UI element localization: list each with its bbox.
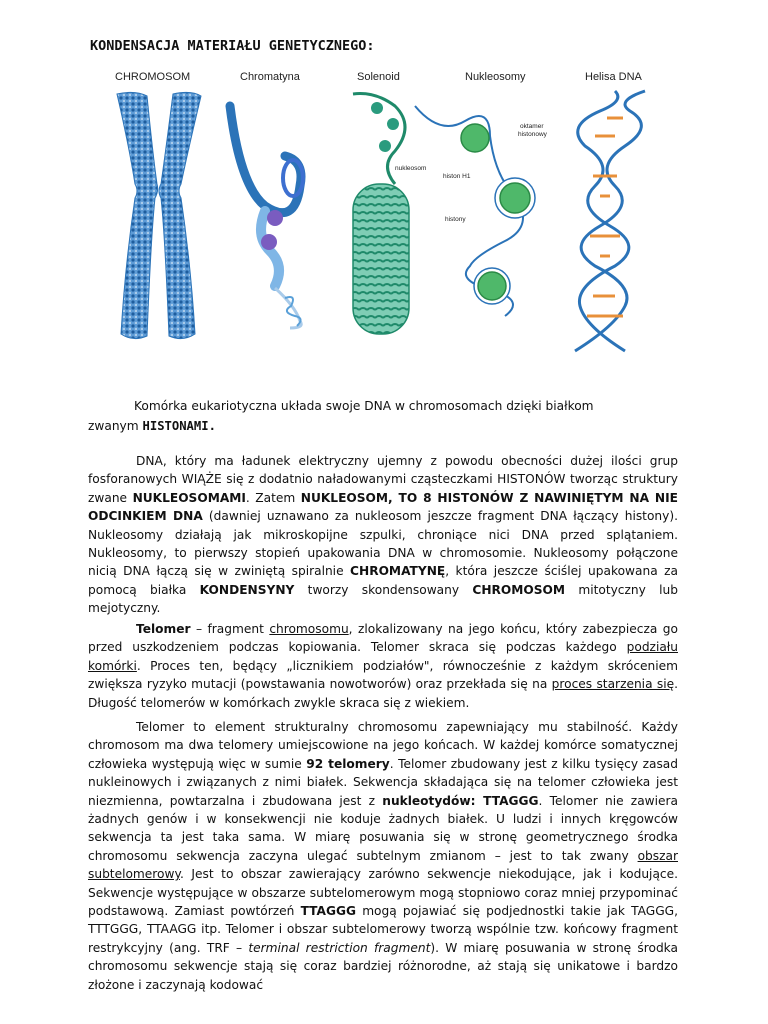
p3-text-6: ). W miarę posuwania w stronę środka chromosomu sekwencje stają się coraz bardziej różnorodne, aż stają się unikatowe i bardzo złożone i zaczynają kodować	[88, 940, 678, 992]
p3-text-2: . Telomer zbudowany jest z kilku tysięcy zasad nukleinowych i związanych z nimi białek. Sekwencja składająca się na telomer człowieka jest niezmienna, powtarzalna i zbudowana jest z	[88, 756, 679, 808]
p2-link-podzialu-komorki[interactable]: podziału komórki	[88, 640, 678, 673]
p3-bold-nukleotydy: nukleotydów: TTAGGG	[382, 793, 539, 808]
intro-paragraph	[88, 396, 678, 436]
p3-text-4: . Jest to obszar zawierający zarówno sekwencje niekodujące, jak i kodujące. Sekwencje występujące w obszarze subtelomerowym mogą stopniowo coraz mniej przypominać podstawową. Zamiast powtórzeń	[88, 867, 678, 919]
dna-helix-illustration	[575, 91, 645, 351]
p1-bold-chromatyne: CHROMATYNĘ	[350, 564, 446, 579]
p3-bold-ttaggg: TTAGGG	[300, 904, 356, 919]
intro-prefix: zwanym	[88, 419, 143, 433]
figure-svg	[95, 66, 680, 356]
annotation-histon-h1: histon H1	[443, 173, 471, 180]
label-chromatyna: Chromatyna	[240, 71, 300, 83]
solenoid-illustration	[353, 94, 426, 335]
p1-text-3: (dawniej uznawano za nukleosom jeszcze fragment DNA łączący histony). Nukleosomy działają jak mikroskopijne szpulki, chroniące nici DNA przed splątaniem. Nukleosomy, to pierwszy stopień upakowania DNA w chromosomie. Nukleosomy połączone nicią DNA łączą się w zwiniętą spiralnie	[88, 509, 678, 579]
p1-text-5: tworzy skondensowany	[294, 582, 473, 597]
p1-bold-chromosom: CHROMOSOM	[472, 582, 566, 597]
p1-bold-kondensyny: KONDENSYNY	[199, 582, 295, 597]
p2-text-1: – fragment	[190, 622, 270, 636]
intro-histonami: HISTONAMI.	[142, 419, 216, 433]
p2-link-chromosomu[interactable]: chromosomu	[269, 622, 349, 636]
page-title: KONDENSACJA MATERIAŁU GENETYCZNEGO:	[90, 38, 375, 54]
paragraph-telomer-intro	[88, 620, 678, 712]
p1-bold-nukleosomami: NUKLEOSOMAMI	[132, 490, 246, 505]
intro-line-1: Komórka eukariotyczna układa swoje DNA w chromosomach dzięki białkom	[134, 399, 594, 413]
p1-text-4: , która jeszcze ściślej upakowana za pomocą białka	[88, 564, 678, 597]
intro-line-2	[88, 416, 678, 436]
p1-text-2: . Zatem	[245, 490, 301, 505]
p1-bold-definition: NUKLEOSOM, TO 8 HISTONÓW Z NAWINIĘTYM NA NIE ODCINKIEM DNA	[88, 490, 678, 524]
p1-text-1: DNA, który ma ładunek elektryczny ujemny z powodu obecności dużej ilości grup fosforanowych WIĄŻE się z dodatnio naładowanymi cząsteczkami HISTONÓW tworząc struktury zwane	[88, 454, 678, 505]
annotation-histony: histony	[445, 216, 466, 223]
paragraph-nucleosomes	[88, 452, 678, 618]
p3-link-obszar-subtelomerowy[interactable]: obszar subtelomerowy	[88, 848, 678, 882]
label-helisa-dna: Helisa DNA	[585, 71, 642, 83]
label-solenoid: Solenoid	[357, 71, 400, 83]
annotation-oktamer-1: oktamer	[520, 123, 544, 130]
nucleosomes-illustration	[415, 106, 548, 316]
p1-text-6: mitotyczny lub mejotyczny.	[88, 582, 678, 616]
p2-link-proces-starzenia[interactable]: proces starzenia się	[551, 677, 675, 692]
chromatin-illustration	[230, 106, 303, 328]
p3-text-3: . Telomer nie zawiera żadnych genów i w konsekwencji nie koduje żadnych białek. U ludzi i innych kręgowców sekwencja ta jest taka sama. W miarę posuwania się w stronę geometrycznego środka chromosomu sekwencja zaczyna ulegać subtelnym zmianom – jest to tak zwany	[88, 793, 679, 863]
p2-text-2: , zlokalizowany na jego końcu, który zabezpiecza go przed uszkodzeniem podczas kopiowania. Telomer skraca się podczas każdego	[88, 622, 678, 655]
p3-italic-trf: terminal restriction fragment	[248, 940, 431, 955]
p2-text-3: . Proces ten, będący „licznikiem podziałów", równocześnie z każdym skróceniem zwiększa ryzyko mutacji (powstawania nowotworów) oraz przekłada się na	[88, 658, 678, 692]
label-chromosom: CHROMOSOM	[115, 71, 191, 83]
paragraph-telomer-structure	[88, 718, 678, 994]
p3-text-1: Telomer to element strukturalny chromosomu zapewniający mu stabilność. Każdy chromosom ma dwa telomery umiejscowione na jego końcach. W każdej komórce somatycznej człowieka występują więc w sumie	[88, 720, 678, 771]
annotation-nukleosom: nukleosom	[395, 165, 427, 172]
annotation-oktamer-2: histonowy	[518, 131, 547, 138]
label-nukleosomy: Nukleosomy	[465, 71, 526, 83]
p2-text-4: . Długość telomerów w komórkach zwykle skraca się z wiekiem.	[88, 677, 678, 710]
p2-bold-telomer: Telomer	[136, 622, 191, 636]
p3-text-5: mogą pojawiać się podjednostki takie jak TAGGG, TTTGGG, TTAAGG itp. Telomer i obszar subtelomerowy tworzą wspólnie tzw. końcowy fragment restrykcyjny (ang. TRF –	[88, 904, 678, 955]
p3-bold-92-telomery: 92 telomery	[306, 756, 390, 771]
dna-condensation-figure	[95, 66, 680, 356]
chromosome-illustration	[117, 92, 201, 338]
